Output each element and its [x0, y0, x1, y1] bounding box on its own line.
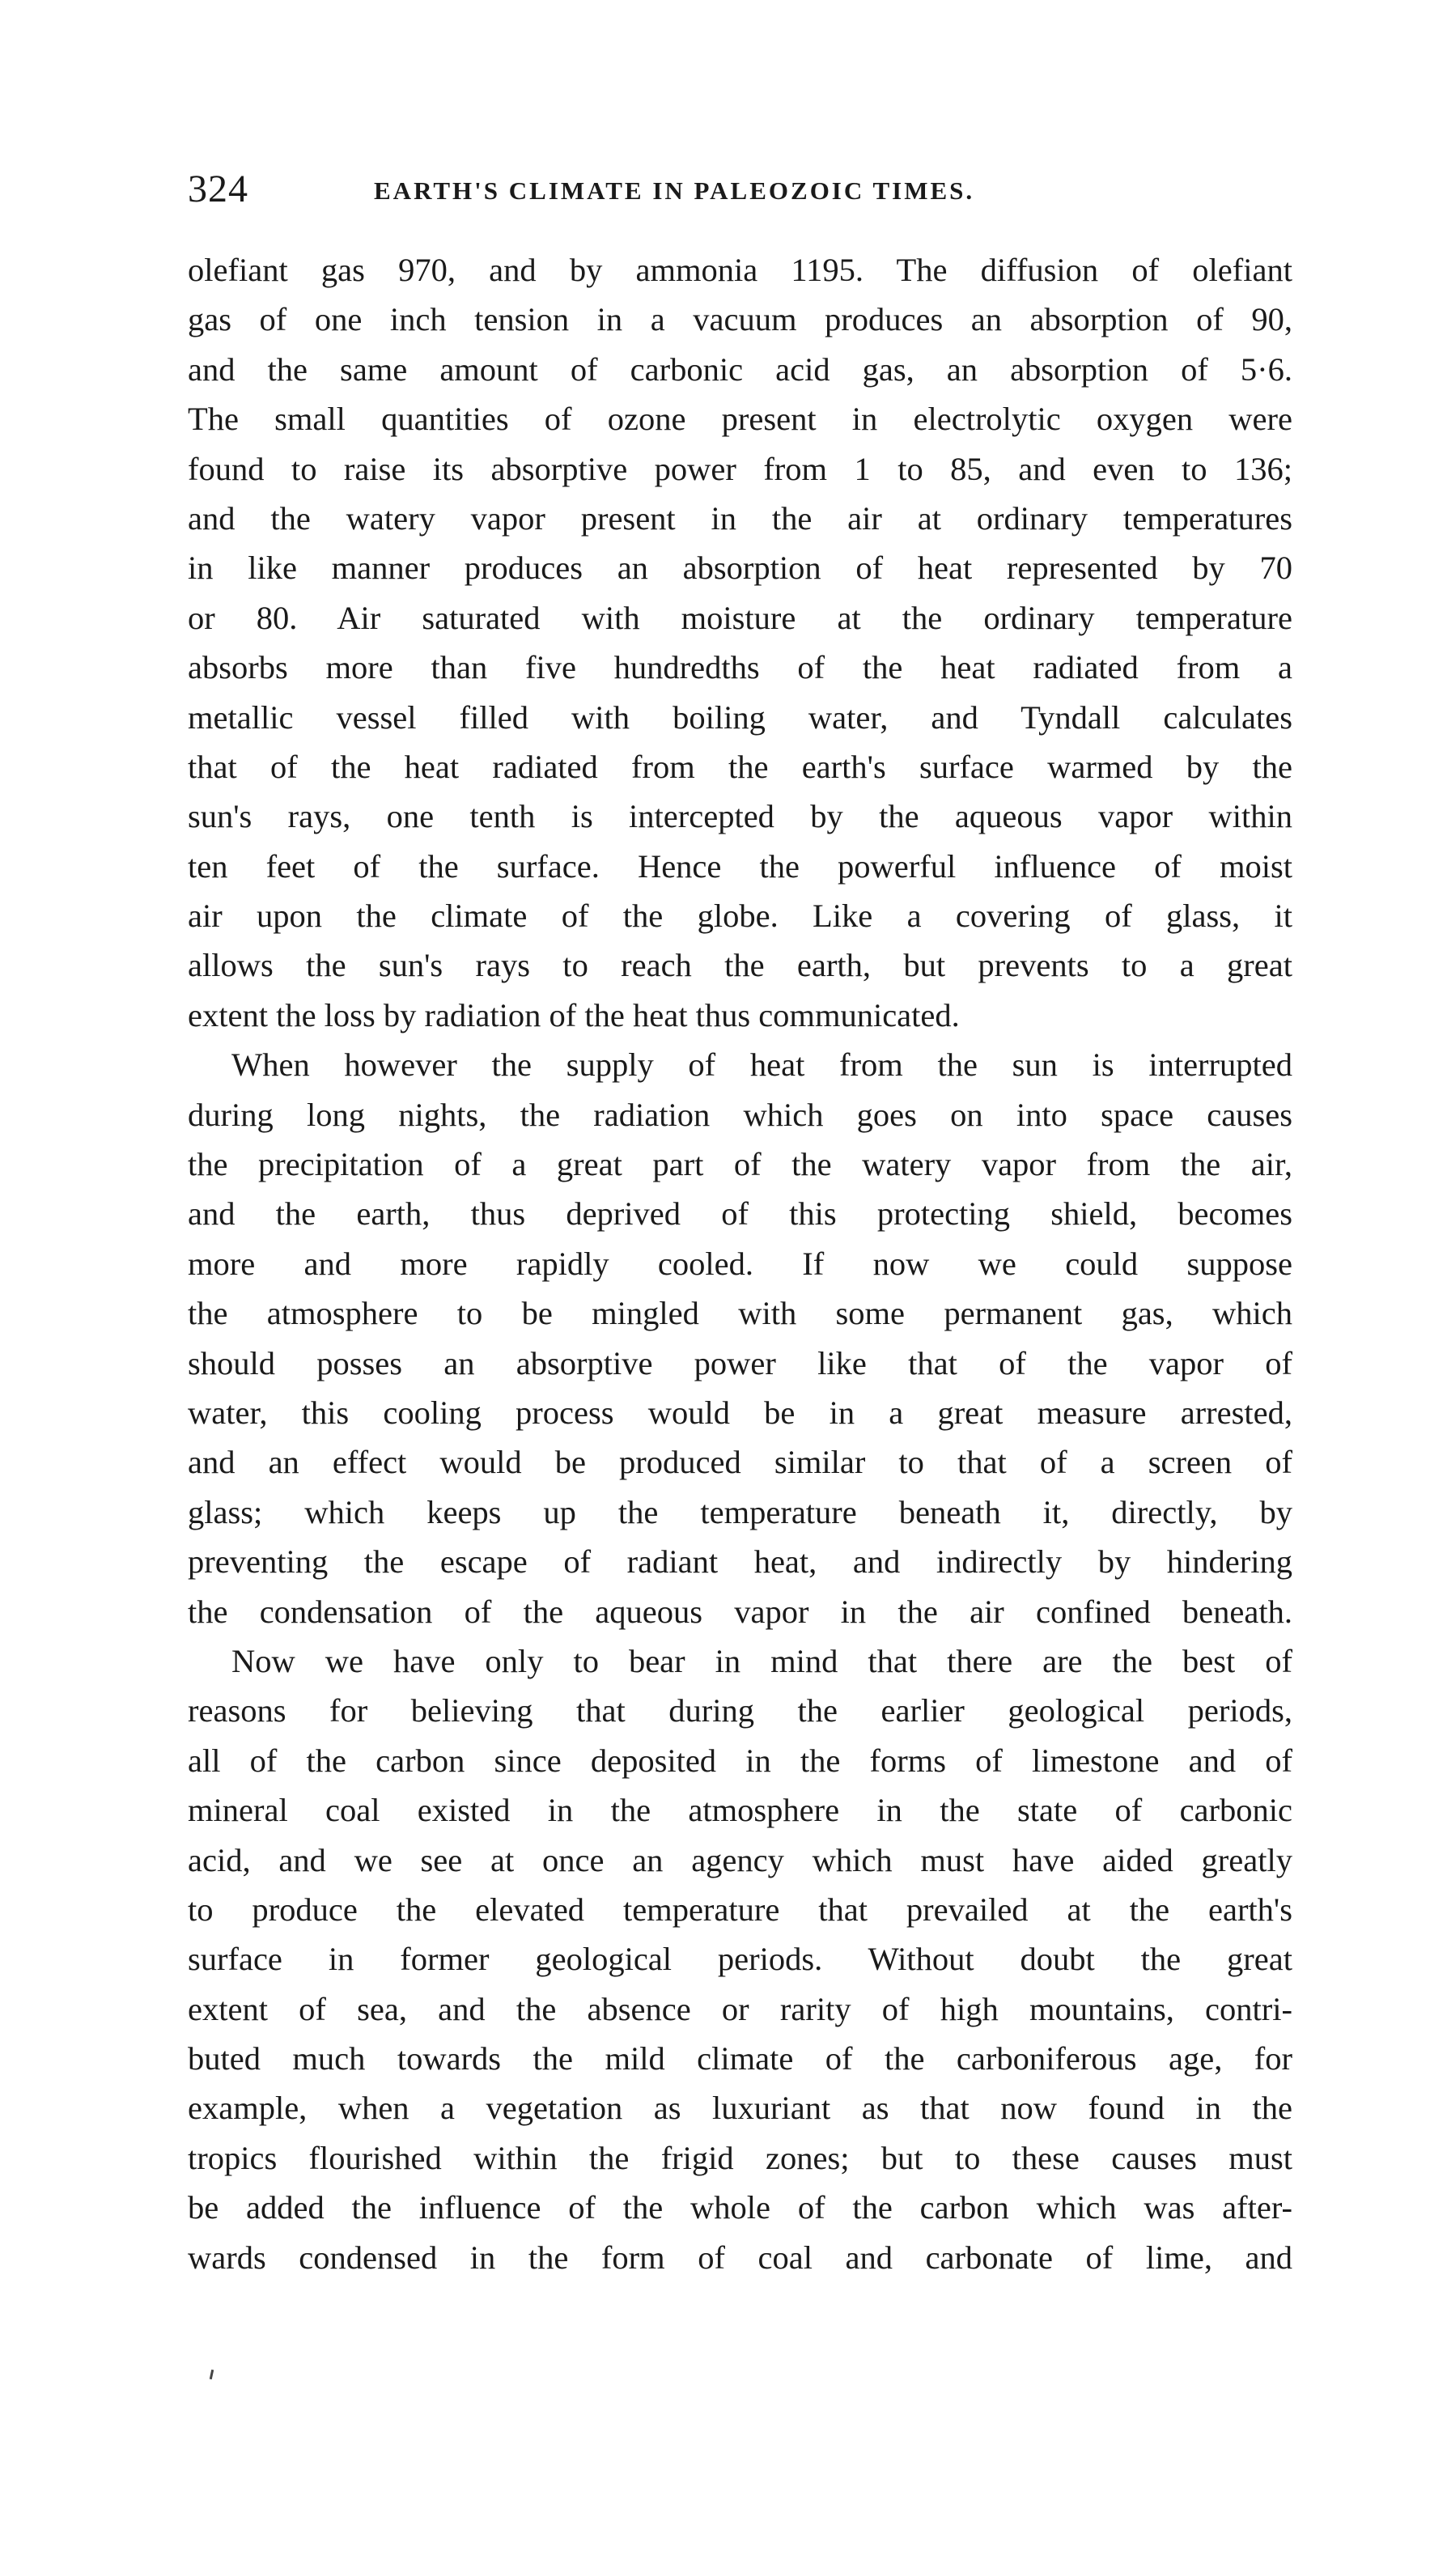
text-line: in like manner produces an absorption of heat represented by 70 [188, 550, 1292, 587]
text-line: be added the influence of the whole of the carbon which was after- [188, 2189, 1292, 2226]
text-line: preventing the escape of radiant heat, and indirectly by hindering [188, 1543, 1292, 1581]
text-line: allows the sun's rays to reach the earth, but prevents to a great [188, 947, 1292, 984]
text-line: reasons for believing that during the earlier geological periods, [188, 1692, 1292, 1729]
text-line: all of the carbon since deposited in the forms of limestone and of [188, 1742, 1292, 1779]
text-line: tropics flourished within the frigid zones; but to these causes must [188, 2139, 1292, 2176]
text-line: olefiant gas 970, and by ammonia 1195. The diffusion of olefiant [188, 252, 1292, 288]
paragraph-start-line: When however the supply of heat from the sun is interrupted [231, 1046, 1292, 1084]
paragraph-end-line: the condensation of the aqueous vapor in the air confined beneath. [188, 1593, 1292, 1630]
text-line: the precipitation of a great part of the watery vapor from the air, [188, 1146, 1292, 1183]
running-title: EARTH'S CLIMATE IN PALEOZOIC TIMES. [374, 176, 975, 205]
body-text [188, 245, 1292, 2282]
text-line: and the earth, thus deprived of this protecting shield, becomes [188, 1195, 1292, 1233]
text-line: buted much towards the mild climate of the carboniferous age, for [188, 2040, 1292, 2077]
text-line: should posses an absorptive power like that of the vapor of [188, 1344, 1292, 1381]
text-line: surface in former geological periods. Without doubt the great [188, 1941, 1292, 1978]
text-line: sun's rays, one tenth is intercepted by the aqueous vapor within [188, 798, 1292, 835]
text-line: the atmosphere to be mingled with some permanent gas, which [188, 1295, 1292, 1332]
text-line: water, this cooling process would be in a great measure arrested, [188, 1394, 1292, 1431]
text-line: gas of one inch tension in a vacuum produces an absorption of 90, [188, 301, 1292, 338]
text-line: example, when a vegetation as luxuriant as that now found in the [188, 2090, 1292, 2127]
text-line: more and more rapidly cooled. If now we could suppose [188, 1245, 1292, 1282]
text-line: glass; which keeps up the temperature beneath it, directly, by [188, 1493, 1292, 1530]
text-line: The small quantities of ozone present in electrolytic oxygen were [188, 401, 1292, 438]
text-line: during long nights, the radiation which goes on into space causes [188, 1096, 1292, 1133]
page-number: 324 [188, 168, 248, 210]
text-line: and the same amount of carbonic acid gas, an absorption of 5·6. [188, 350, 1292, 388]
text-line: and an effect would be produced similar to that of a screen of [188, 1444, 1292, 1481]
paragraph-end-line: extent the loss by radiation of the heat thus communicated. [188, 996, 960, 1033]
text-line: extent of sea, and the absence or rarity of high mountains, contri- [188, 1990, 1292, 2027]
text-line: ten feet of the surface. Hence the powerful influence of moist [188, 847, 1292, 885]
text-line: that of the heat radiated from the earth's surface warmed by the [188, 748, 1292, 785]
text-line: acid, and we see at once an agency which must have aided greatly [188, 1841, 1292, 1878]
text-line: metallic vessel filled with boiling water, and Tyndall calculates [188, 698, 1292, 736]
text-line: air upon the climate of the globe. Like a covering of glass, it [188, 898, 1292, 935]
running-head [188, 165, 1288, 222]
text-line: wards condensed in the form of coal and carbonate of lime, and [188, 2239, 1292, 2276]
text-line: and the watery vapor present in the air at ordinary temperatures [188, 499, 1292, 537]
text-line: to produce the elevated temperature that prevailed at the earth's [188, 1891, 1292, 1928]
text-line: found to raise its absorptive power from 1 to 85, and even to 136; [188, 450, 1292, 487]
text-line: mineral coal existed in the atmosphere in the state of carbonic [188, 1792, 1292, 1829]
ink-speck [210, 2370, 214, 2379]
text-line: absorbs more than five hundredths of the heat radiated from a [188, 649, 1292, 686]
text-line: or 80. Air saturated with moisture at the ordinary temperature [188, 599, 1292, 636]
paragraph-start-line: Now we have only to bear in mind that there are the best of [231, 1642, 1292, 1679]
